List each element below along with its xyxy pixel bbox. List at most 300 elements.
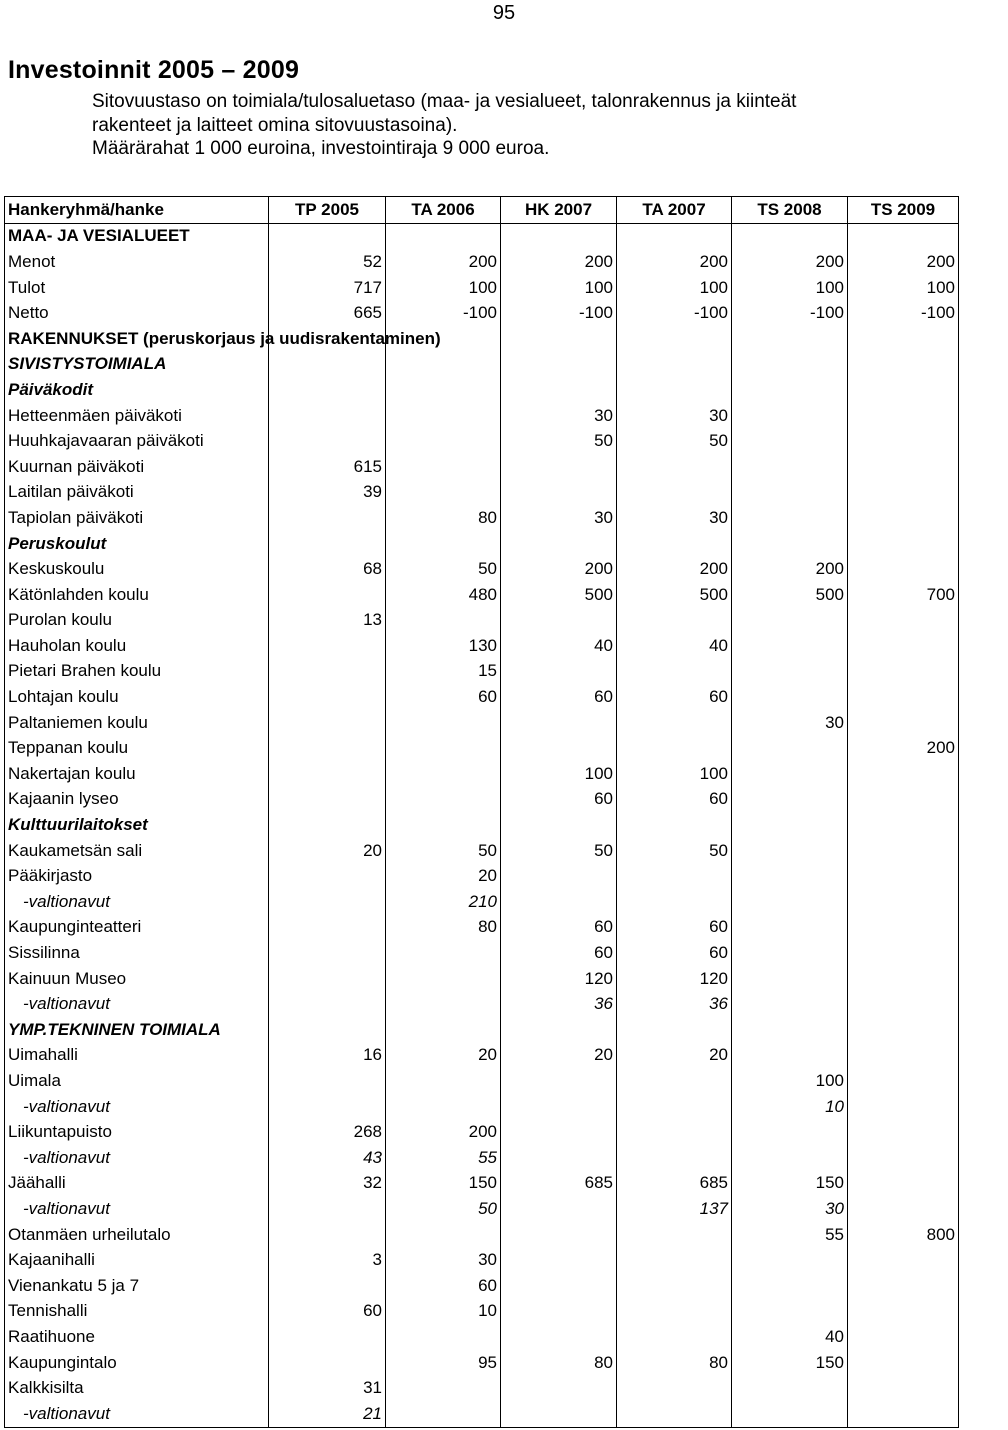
value-cell: 200 xyxy=(732,556,848,582)
value-cell xyxy=(732,966,848,992)
table-row xyxy=(5,1273,959,1299)
value-cell: 120 xyxy=(617,966,732,992)
value-cell xyxy=(386,1401,501,1427)
table-row xyxy=(5,1094,959,1120)
value-cell xyxy=(848,710,959,736)
row-label-cell: Otanmäen urheilutalo xyxy=(5,1222,269,1248)
value-cell xyxy=(617,863,732,889)
row-label-cell: Kajaanihalli xyxy=(5,1247,269,1273)
row-label-cell: Vienankatu 5 ja 7 xyxy=(5,1273,269,1299)
value-cell xyxy=(732,428,848,454)
value-cell xyxy=(501,377,617,403)
table-row xyxy=(5,1145,959,1171)
value-cell xyxy=(732,403,848,429)
value-cell: 3 xyxy=(269,1247,386,1273)
value-cell: 50 xyxy=(501,428,617,454)
value-cell: 200 xyxy=(617,556,732,582)
value-cell: 150 xyxy=(732,1350,848,1376)
value-cell: 40 xyxy=(732,1324,848,1350)
value-cell xyxy=(269,1273,386,1299)
value-cell: 10 xyxy=(386,1299,501,1325)
value-cell xyxy=(386,710,501,736)
value-cell xyxy=(732,1145,848,1171)
table-row xyxy=(5,1247,959,1273)
value-cell: 210 xyxy=(386,889,501,915)
row-label-cell: Liikuntapuisto xyxy=(5,1119,269,1145)
value-cell xyxy=(501,531,617,557)
value-cell xyxy=(617,1145,732,1171)
page-title: Investoinnit 2005 – 2009 xyxy=(8,56,300,84)
value-cell xyxy=(732,735,848,761)
value-cell: 30 xyxy=(386,1247,501,1273)
value-cell xyxy=(848,403,959,429)
row-label-cell: Kaupungintalo xyxy=(5,1350,269,1376)
value-cell xyxy=(269,966,386,992)
intro-line: Määrärahat 1 000 euroina, investointiraja 9 000 euroa. xyxy=(92,138,550,159)
table-row xyxy=(5,505,959,531)
value-cell: 60 xyxy=(617,787,732,813)
value-cell: 200 xyxy=(501,556,617,582)
row-label-cell: Kätönlahden koulu xyxy=(5,582,269,608)
table-row xyxy=(5,1375,959,1401)
value-cell xyxy=(617,480,732,506)
value-cell xyxy=(732,326,848,352)
value-cell xyxy=(269,940,386,966)
value-cell xyxy=(732,505,848,531)
value-cell: 100 xyxy=(732,1068,848,1094)
column-header-ts2009: TS 2009 xyxy=(848,197,959,224)
row-label-cell: Sissilinna xyxy=(5,940,269,966)
row-label-cell: Tulot xyxy=(5,275,269,301)
row-label-cell: Paltaniemen koulu xyxy=(5,710,269,736)
value-cell xyxy=(386,352,501,378)
table-row xyxy=(5,556,959,582)
table-row xyxy=(5,735,959,761)
value-cell: -100 xyxy=(848,300,959,326)
value-cell: 200 xyxy=(732,249,848,275)
row-label-cell: Kajaanin lyseo xyxy=(5,787,269,813)
value-cell: 500 xyxy=(732,582,848,608)
value-cell: 40 xyxy=(501,633,617,659)
value-cell xyxy=(269,633,386,659)
value-cell xyxy=(848,991,959,1017)
value-cell: 200 xyxy=(848,735,959,761)
value-cell xyxy=(848,1273,959,1299)
value-cell: 150 xyxy=(732,1171,848,1197)
value-cell xyxy=(848,531,959,557)
table-row xyxy=(5,812,959,838)
table-row xyxy=(5,787,959,813)
value-cell: 30 xyxy=(501,403,617,429)
value-cell xyxy=(732,1401,848,1427)
row-label-cell: Netto xyxy=(5,300,269,326)
value-cell xyxy=(848,608,959,634)
table-row xyxy=(5,300,959,326)
row-label-cell: Lohtajan koulu xyxy=(5,684,269,710)
value-cell xyxy=(848,454,959,480)
table-body xyxy=(5,223,959,1427)
row-label-cell: Huuhkajavaaran päiväkoti xyxy=(5,428,269,454)
value-cell xyxy=(501,889,617,915)
value-cell xyxy=(732,1119,848,1145)
value-cell xyxy=(617,1068,732,1094)
value-cell xyxy=(617,454,732,480)
value-cell xyxy=(501,1145,617,1171)
value-cell: 31 xyxy=(269,1375,386,1401)
value-cell xyxy=(732,812,848,838)
intro-line: rakenteet ja laitteet omina sitovuustasoina). xyxy=(92,114,458,136)
value-cell: 50 xyxy=(386,1196,501,1222)
value-cell xyxy=(732,684,848,710)
page-number: 95 xyxy=(492,2,516,24)
value-cell xyxy=(732,761,848,787)
value-cell: 21 xyxy=(269,1401,386,1427)
value-cell xyxy=(501,659,617,685)
table-row xyxy=(5,275,959,301)
value-cell xyxy=(848,428,959,454)
table-row xyxy=(5,1043,959,1069)
value-cell: 50 xyxy=(386,556,501,582)
value-cell xyxy=(269,1324,386,1350)
value-cell xyxy=(848,787,959,813)
column-header-ts2008: TS 2008 xyxy=(732,197,848,224)
value-cell: 60 xyxy=(501,915,617,941)
value-cell xyxy=(269,761,386,787)
value-cell xyxy=(269,735,386,761)
row-label-cell: Kainuun Museo xyxy=(5,966,269,992)
value-cell xyxy=(848,1171,959,1197)
value-cell xyxy=(848,1043,959,1069)
table-row xyxy=(5,940,959,966)
value-cell xyxy=(848,1145,959,1171)
value-cell: 500 xyxy=(501,582,617,608)
value-cell xyxy=(501,1273,617,1299)
row-label-cell: Kulttuurilaitokset xyxy=(5,812,269,838)
row-label-cell: Hauholan koulu xyxy=(5,633,269,659)
row-label-cell: Teppanan koulu xyxy=(5,735,269,761)
value-cell: 268 xyxy=(269,1119,386,1145)
table-row xyxy=(5,915,959,941)
value-cell xyxy=(848,1350,959,1376)
value-cell: 800 xyxy=(848,1222,959,1248)
value-cell xyxy=(501,352,617,378)
row-label-cell: -valtionavut xyxy=(5,1401,269,1427)
value-cell xyxy=(386,787,501,813)
value-cell: 665 xyxy=(269,300,386,326)
row-label-cell: Hetteenmäen päiväkoti xyxy=(5,403,269,429)
value-cell: 50 xyxy=(386,838,501,864)
value-cell xyxy=(848,1375,959,1401)
value-cell: 100 xyxy=(501,761,617,787)
value-cell xyxy=(732,454,848,480)
table-row xyxy=(5,633,959,659)
value-cell: 685 xyxy=(501,1171,617,1197)
value-cell xyxy=(848,761,959,787)
column-header-hk2007: HK 2007 xyxy=(501,197,617,224)
value-cell: 200 xyxy=(617,249,732,275)
value-cell xyxy=(732,1247,848,1273)
value-cell xyxy=(269,531,386,557)
value-cell: 60 xyxy=(617,915,732,941)
value-cell xyxy=(501,1247,617,1273)
value-cell: 60 xyxy=(386,1273,501,1299)
value-cell: 500 xyxy=(617,582,732,608)
value-cell xyxy=(269,915,386,941)
row-label-cell: Purolan koulu xyxy=(5,608,269,634)
value-cell: 30 xyxy=(617,505,732,531)
value-cell: 60 xyxy=(501,940,617,966)
value-cell xyxy=(732,940,848,966)
table-row xyxy=(5,1171,959,1197)
value-cell: -100 xyxy=(617,300,732,326)
value-cell xyxy=(732,863,848,889)
value-cell xyxy=(848,1068,959,1094)
table-row xyxy=(5,403,959,429)
value-cell xyxy=(848,1247,959,1273)
row-label-cell: YMP.TEKNINEN TOIMIALA xyxy=(5,1017,269,1043)
value-cell xyxy=(732,1017,848,1043)
row-label-cell: Tennishalli xyxy=(5,1299,269,1325)
row-label-cell: MAA- JA VESIALUEET xyxy=(5,223,269,249)
value-cell: 30 xyxy=(732,710,848,736)
value-cell xyxy=(617,1017,732,1043)
value-cell xyxy=(732,377,848,403)
value-cell: 100 xyxy=(386,275,501,301)
table-row xyxy=(5,223,959,249)
value-cell xyxy=(501,1119,617,1145)
intro-line: Sitovuustaso on toimiala/tulosaluetaso (maa- ja vesialueet, talonrakennus ja kiinteät xyxy=(92,91,797,112)
value-cell xyxy=(617,531,732,557)
value-cell xyxy=(501,735,617,761)
value-cell xyxy=(269,787,386,813)
table-row xyxy=(5,531,959,557)
row-label-cell: -valtionavut xyxy=(5,889,269,915)
value-cell xyxy=(732,633,848,659)
value-cell xyxy=(501,480,617,506)
value-cell xyxy=(269,710,386,736)
column-header-ta2006: TA 2006 xyxy=(386,197,501,224)
value-cell: 20 xyxy=(501,1043,617,1069)
row-label-cell: Kaupunginteatteri xyxy=(5,915,269,941)
value-cell xyxy=(617,889,732,915)
value-cell xyxy=(617,377,732,403)
row-label-cell: Päiväkodit xyxy=(5,377,269,403)
value-cell xyxy=(848,1119,959,1145)
value-cell xyxy=(848,480,959,506)
row-label-cell: Uimala xyxy=(5,1068,269,1094)
value-cell xyxy=(501,326,617,352)
value-cell xyxy=(501,1299,617,1325)
table-row xyxy=(5,710,959,736)
row-label-cell: -valtionavut xyxy=(5,1094,269,1120)
value-cell: 150 xyxy=(386,1171,501,1197)
value-cell xyxy=(501,812,617,838)
value-cell: 80 xyxy=(617,1350,732,1376)
value-cell xyxy=(501,1401,617,1427)
value-cell xyxy=(848,1324,959,1350)
row-label-cell: Tapiolan päiväkoti xyxy=(5,505,269,531)
value-cell xyxy=(386,940,501,966)
value-cell xyxy=(269,1222,386,1248)
value-cell: -100 xyxy=(501,300,617,326)
value-cell xyxy=(501,1196,617,1222)
value-cell xyxy=(848,838,959,864)
value-cell xyxy=(617,608,732,634)
value-cell xyxy=(501,863,617,889)
value-cell xyxy=(732,608,848,634)
value-cell xyxy=(501,1222,617,1248)
value-cell xyxy=(501,1324,617,1350)
value-cell: 130 xyxy=(386,633,501,659)
value-cell xyxy=(617,1119,732,1145)
value-cell: 36 xyxy=(501,991,617,1017)
table-row xyxy=(5,1401,959,1427)
row-label-cell: -valtionavut xyxy=(5,991,269,1017)
value-cell xyxy=(617,1375,732,1401)
table-row xyxy=(5,1196,959,1222)
value-cell xyxy=(848,223,959,249)
value-cell: 13 xyxy=(269,608,386,634)
table-row xyxy=(5,863,959,889)
table-row xyxy=(5,249,959,275)
value-cell xyxy=(269,1068,386,1094)
row-label-cell: SIVISTYSTOIMIALA xyxy=(5,352,269,378)
value-cell xyxy=(386,223,501,249)
row-label-cell: Jäähalli xyxy=(5,1171,269,1197)
value-cell: 60 xyxy=(386,684,501,710)
value-cell xyxy=(386,1324,501,1350)
value-cell xyxy=(617,659,732,685)
value-cell xyxy=(617,352,732,378)
value-cell xyxy=(501,1094,617,1120)
value-cell: 200 xyxy=(386,249,501,275)
value-cell: -100 xyxy=(386,300,501,326)
value-cell: 20 xyxy=(386,1043,501,1069)
value-cell xyxy=(732,480,848,506)
table-row xyxy=(5,838,959,864)
column-header-project: Hankeryhmä/hanke xyxy=(5,197,269,224)
value-cell xyxy=(848,1094,959,1120)
table-row xyxy=(5,480,959,506)
value-cell: 200 xyxy=(501,249,617,275)
value-cell: 700 xyxy=(848,582,959,608)
value-cell: 15 xyxy=(386,659,501,685)
investment-table xyxy=(4,196,959,1428)
value-cell: 480 xyxy=(386,582,501,608)
value-cell xyxy=(386,428,501,454)
value-cell: 60 xyxy=(501,787,617,813)
value-cell xyxy=(848,1299,959,1325)
value-cell xyxy=(617,1401,732,1427)
value-cell: 120 xyxy=(501,966,617,992)
value-cell xyxy=(386,531,501,557)
value-cell xyxy=(386,1094,501,1120)
value-cell xyxy=(848,940,959,966)
value-cell: 55 xyxy=(732,1222,848,1248)
value-cell xyxy=(269,352,386,378)
value-cell: 20 xyxy=(269,838,386,864)
table-row xyxy=(5,659,959,685)
table-row xyxy=(5,326,959,352)
value-cell xyxy=(386,608,501,634)
value-cell xyxy=(848,659,959,685)
table-row xyxy=(5,889,959,915)
value-cell xyxy=(848,1401,959,1427)
table-row xyxy=(5,608,959,634)
value-cell xyxy=(617,326,732,352)
value-cell xyxy=(269,582,386,608)
table-row xyxy=(5,1350,959,1376)
row-label-cell: -valtionavut xyxy=(5,1196,269,1222)
value-cell: 137 xyxy=(617,1196,732,1222)
value-cell xyxy=(848,505,959,531)
value-cell: 43 xyxy=(269,1145,386,1171)
table-row xyxy=(5,761,959,787)
value-cell: 200 xyxy=(386,1119,501,1145)
value-cell: 36 xyxy=(617,991,732,1017)
value-cell: 40 xyxy=(617,633,732,659)
value-cell: 68 xyxy=(269,556,386,582)
value-cell xyxy=(386,454,501,480)
value-cell xyxy=(732,223,848,249)
value-cell: 39 xyxy=(269,480,386,506)
value-cell xyxy=(732,659,848,685)
value-cell: 52 xyxy=(269,249,386,275)
value-cell: 30 xyxy=(501,505,617,531)
row-label-cell: Raatihuone xyxy=(5,1324,269,1350)
value-cell xyxy=(617,1094,732,1120)
value-cell xyxy=(269,223,386,249)
table-row xyxy=(5,1299,959,1325)
value-cell xyxy=(848,684,959,710)
value-cell xyxy=(732,1043,848,1069)
value-cell: 55 xyxy=(386,1145,501,1171)
row-label-cell: Kalkkisilta xyxy=(5,1375,269,1401)
table-row xyxy=(5,377,959,403)
value-cell xyxy=(848,377,959,403)
value-cell xyxy=(269,377,386,403)
value-cell xyxy=(617,1222,732,1248)
value-cell: 30 xyxy=(617,403,732,429)
row-label-cell: Menot xyxy=(5,249,269,275)
value-cell xyxy=(501,1017,617,1043)
value-cell xyxy=(269,1017,386,1043)
value-cell xyxy=(501,608,617,634)
value-cell xyxy=(848,966,959,992)
value-cell xyxy=(386,1017,501,1043)
value-cell xyxy=(617,1324,732,1350)
value-cell xyxy=(269,1196,386,1222)
value-cell: 20 xyxy=(617,1043,732,1069)
table-row xyxy=(5,1017,959,1043)
table-row xyxy=(5,1324,959,1350)
value-cell xyxy=(501,223,617,249)
value-cell xyxy=(617,223,732,249)
column-header-tp2005: TP 2005 xyxy=(269,197,386,224)
table-row xyxy=(5,991,959,1017)
value-cell xyxy=(269,428,386,454)
value-cell: 60 xyxy=(617,940,732,966)
value-cell: 685 xyxy=(617,1171,732,1197)
value-cell: 80 xyxy=(501,1350,617,1376)
value-cell xyxy=(269,1350,386,1376)
value-cell: 200 xyxy=(848,249,959,275)
table-row xyxy=(5,582,959,608)
row-label-cell: Nakertajan koulu xyxy=(5,761,269,787)
value-cell xyxy=(732,991,848,1017)
value-cell xyxy=(617,812,732,838)
value-cell xyxy=(269,659,386,685)
